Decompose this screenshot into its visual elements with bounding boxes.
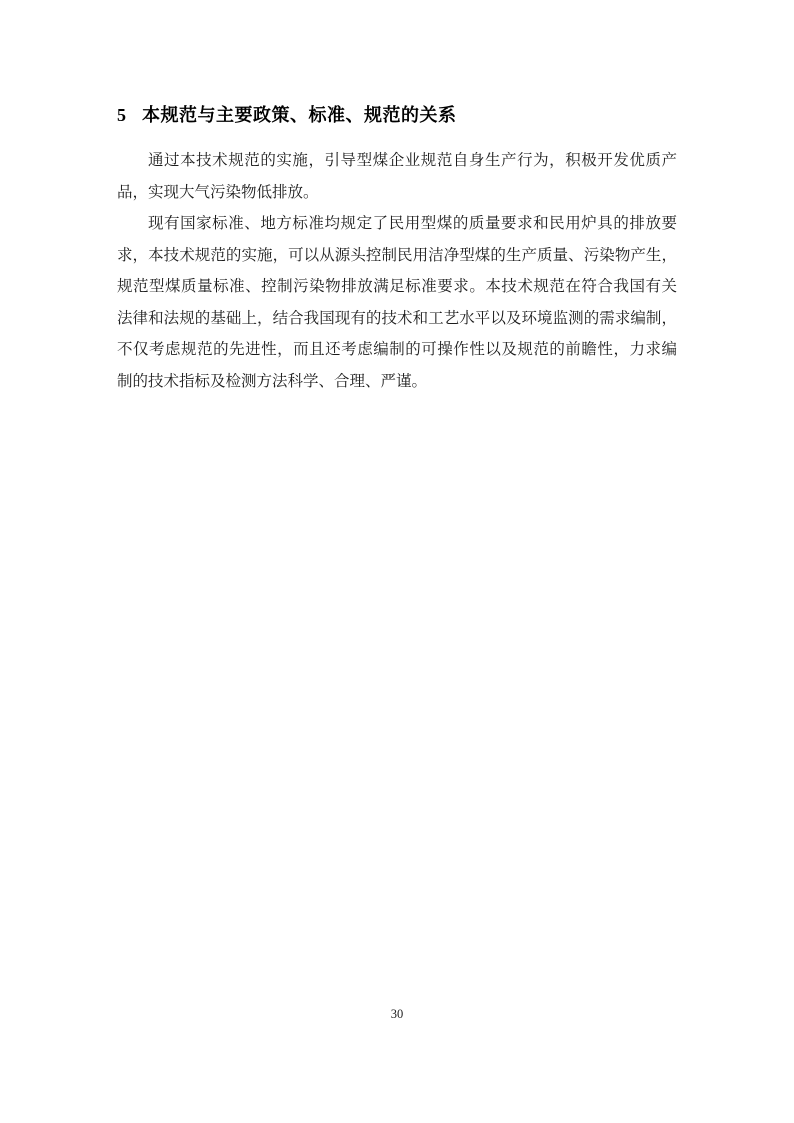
page-number: 30: [390, 1007, 404, 1021]
text-line: 制的技术指标及检测方法科学、合理、严谨。: [117, 372, 428, 390]
text-line: 法律和法规的基础上，结合我国现有的技术和工艺水平以及环境监测的需求编制，: [117, 309, 677, 327]
section-heading: [117, 101, 677, 129]
paragraph-intro: [117, 145, 677, 208]
section-title: 本规范与主要政策、标准、规范的关系: [142, 105, 457, 125]
section-number: 5: [117, 105, 126, 125]
page-content: [117, 101, 677, 397]
text-line: 不仅考虑规范的先进性，而且还考虑编制的可操作性以及规范的前瞻性，力求编: [117, 341, 677, 358]
text-line: 现有国家标准、地方标准均规定了民用型煤的质量要求和民用炉具的排放要: [148, 215, 677, 232]
text-line: 求，本技术规范的实施，可以从源头控制民用洁净型煤的生产质量、污染物产生，: [117, 246, 677, 264]
text-line: 通过本技术规范的实施，引导型煤企业规范自身生产行为，积极开发优质产: [148, 152, 677, 169]
text-line: 规范型煤质量标准、控制污染物排放满足标准要求。本技术规范在符合我国有关: [117, 278, 677, 295]
text-line: 品，实现大气污染物低排放。: [117, 183, 319, 201]
paragraph-standards: [117, 208, 677, 397]
